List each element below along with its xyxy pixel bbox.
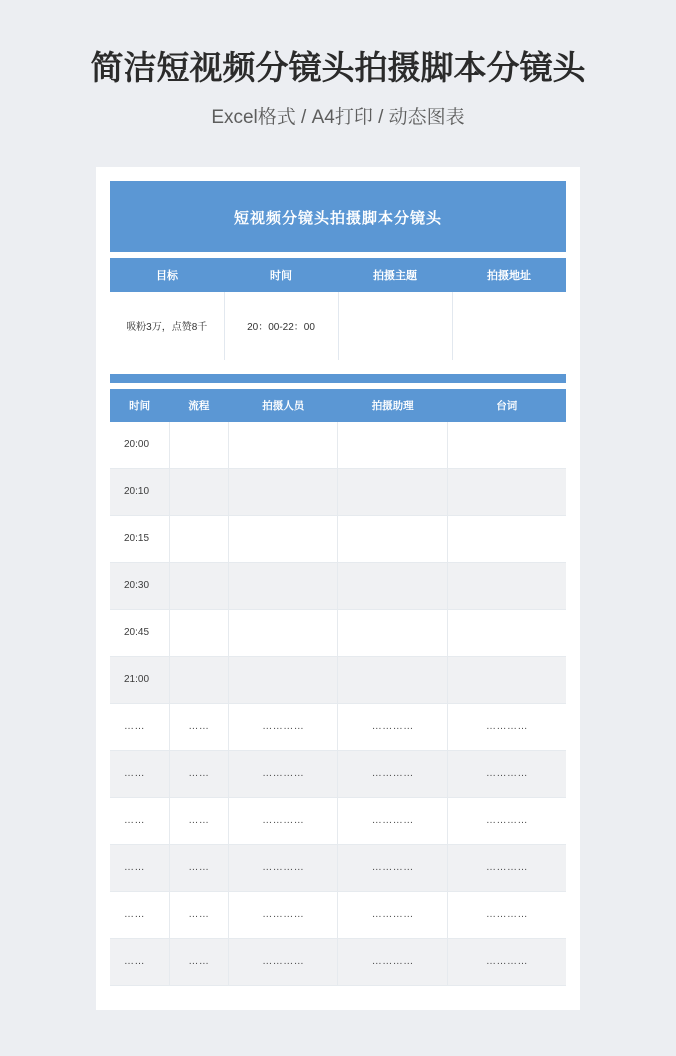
schedule-cell[interactable]: …… — [169, 703, 228, 750]
schedule-cell[interactable] — [229, 609, 338, 656]
schedule-cell[interactable] — [338, 422, 447, 469]
schedule-cell[interactable]: ………… — [229, 750, 338, 797]
schedule-cell[interactable]: ………… — [447, 844, 566, 891]
schedule-cell[interactable]: ………… — [447, 703, 566, 750]
table-row — [110, 703, 566, 750]
schedule-header-cell: 时间 — [110, 389, 169, 422]
schedule-cell[interactable]: ………… — [447, 938, 566, 985]
schedule-cell-time[interactable]: …… — [110, 750, 169, 797]
schedule-header-cell: 台词 — [447, 389, 566, 422]
schedule-cell[interactable] — [169, 422, 228, 469]
schedule-cell[interactable]: ………… — [338, 750, 447, 797]
schedule-cell[interactable]: ………… — [338, 844, 447, 891]
schedule-cell[interactable]: ………… — [338, 797, 447, 844]
schedule-cell-time[interactable]: …… — [110, 938, 169, 985]
schedule-cell[interactable] — [447, 468, 566, 515]
schedule-cell[interactable]: ………… — [338, 891, 447, 938]
table-row — [110, 422, 566, 469]
schedule-cell[interactable] — [229, 515, 338, 562]
schedule-cell[interactable]: ………… — [229, 797, 338, 844]
table-row — [110, 468, 566, 515]
schedule-cell[interactable] — [229, 468, 338, 515]
section-divider — [110, 374, 566, 383]
schedule-table — [110, 389, 566, 986]
schedule-cell[interactable]: …… — [169, 750, 228, 797]
schedule-cell-time[interactable]: 20:45 — [110, 609, 169, 656]
schedule-cell[interactable] — [169, 656, 228, 703]
schedule-cell[interactable]: ………… — [447, 797, 566, 844]
section-spacer — [110, 360, 566, 374]
schedule-cell[interactable]: ………… — [229, 703, 338, 750]
schedule-cell[interactable] — [169, 468, 228, 515]
info-cell[interactable]: 20：00-22：00 — [224, 292, 338, 360]
schedule-cell[interactable]: ………… — [338, 938, 447, 985]
schedule-cell[interactable]: …… — [169, 891, 228, 938]
schedule-cell[interactable] — [338, 515, 447, 562]
schedule-cell[interactable] — [169, 609, 228, 656]
info-header-cell: 时间 — [224, 258, 338, 292]
table-row — [110, 609, 566, 656]
schedule-cell[interactable] — [229, 562, 338, 609]
table-row — [110, 656, 566, 703]
schedule-cell-time[interactable]: …… — [110, 797, 169, 844]
table-bottom-pad — [110, 986, 566, 996]
schedule-cell-time[interactable]: 20:15 — [110, 515, 169, 562]
schedule-cell[interactable] — [447, 562, 566, 609]
table-row — [110, 938, 566, 985]
schedule-cell-time[interactable]: 21:00 — [110, 656, 169, 703]
schedule-cell[interactable]: ………… — [447, 750, 566, 797]
schedule-cell[interactable]: ………… — [229, 844, 338, 891]
info-cell[interactable] — [338, 292, 452, 360]
schedule-cell[interactable]: ………… — [338, 703, 447, 750]
schedule-header-cell: 拍摄助理 — [338, 389, 447, 422]
schedule-cell[interactable]: ………… — [229, 938, 338, 985]
schedule-cell[interactable] — [338, 562, 447, 609]
info-table — [110, 258, 566, 360]
schedule-cell[interactable]: ………… — [447, 891, 566, 938]
schedule-cell[interactable] — [447, 656, 566, 703]
schedule-cell[interactable] — [338, 656, 447, 703]
page-subtitle: Excel格式 / A4打印 / 动态图表 — [211, 106, 465, 128]
info-cell[interactable] — [452, 292, 566, 360]
schedule-cell[interactable] — [169, 562, 228, 609]
info-header-row — [110, 258, 566, 292]
schedule-cell-time[interactable]: 20:10 — [110, 468, 169, 515]
table-row — [110, 750, 566, 797]
schedule-cell[interactable] — [447, 422, 566, 469]
info-header-cell: 目标 — [110, 258, 224, 292]
schedule-cell[interactable]: ………… — [229, 891, 338, 938]
schedule-cell-time[interactable]: 20:00 — [110, 422, 169, 469]
schedule-cell[interactable] — [447, 609, 566, 656]
spreadsheet — [110, 181, 566, 996]
schedule-cell[interactable] — [338, 468, 447, 515]
schedule-cell[interactable] — [229, 656, 338, 703]
info-cell[interactable]: 吸粉3万，点赞8千 — [110, 292, 224, 360]
info-header-cell: 拍摄地址 — [452, 258, 566, 292]
table-row — [110, 515, 566, 562]
schedule-cell-time[interactable]: …… — [110, 844, 169, 891]
schedule-cell[interactable]: …… — [169, 938, 228, 985]
schedule-cell[interactable]: …… — [169, 797, 228, 844]
schedule-cell[interactable] — [229, 422, 338, 469]
table-row — [110, 797, 566, 844]
schedule-cell[interactable] — [447, 515, 566, 562]
schedule-cell-time[interactable]: …… — [110, 703, 169, 750]
document-preview — [96, 167, 580, 1010]
schedule-header-row — [110, 389, 566, 422]
table-row — [110, 891, 566, 938]
table-row — [110, 562, 566, 609]
info-value-row — [110, 292, 566, 360]
schedule-header-cell: 拍摄人员 — [229, 389, 338, 422]
page-header — [0, 0, 676, 129]
schedule-cell[interactable] — [338, 609, 447, 656]
schedule-cell-time[interactable]: …… — [110, 891, 169, 938]
page-title: 简洁短视频分镜头拍摄脚本分镜头 — [90, 49, 586, 86]
schedule-cell[interactable]: …… — [169, 844, 228, 891]
info-header-cell: 拍摄主题 — [338, 258, 452, 292]
schedule-cell[interactable] — [169, 515, 228, 562]
sheet-title: 短视频分镜头拍摄脚本分镜头 — [110, 181, 566, 252]
schedule-header-cell: 流程 — [169, 389, 228, 422]
table-row — [110, 844, 566, 891]
schedule-cell-time[interactable]: 20:30 — [110, 562, 169, 609]
